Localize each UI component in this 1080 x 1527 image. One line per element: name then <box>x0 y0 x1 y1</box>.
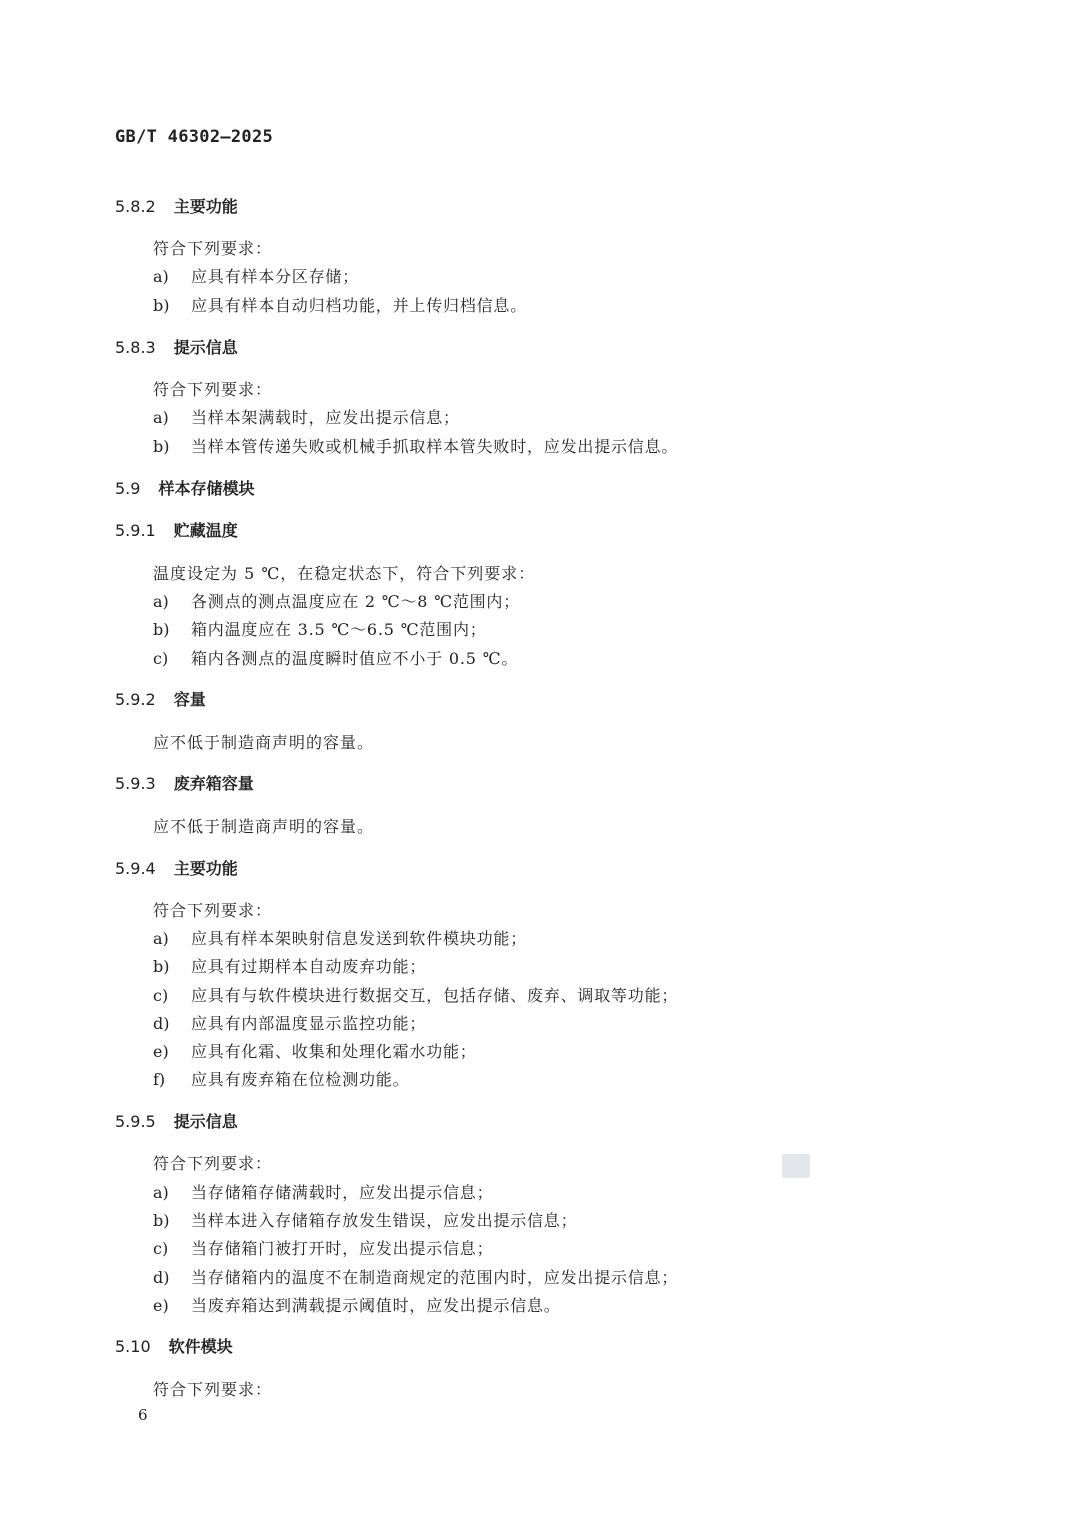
list-item-text: 当存储箱内的温度不在制造商规定的范围内时，应发出提示信息； <box>191 1268 679 1287</box>
section-intro: 应不低于制造商声明的容量。 <box>153 817 375 836</box>
list-item-marker: e) <box>153 1296 169 1315</box>
section-heading <box>115 856 238 879</box>
section-heading <box>115 194 238 217</box>
list-item-text: 当废弃箱达到满载提示阈值时，应发出提示信息。 <box>191 1296 561 1315</box>
section-number: 5.9.3 <box>115 774 156 793</box>
list-item <box>153 293 527 316</box>
section-number: 5.8.2 <box>115 197 156 216</box>
list-item <box>153 1067 409 1090</box>
section-intro: 温度设定为 5 ℃，在稳定状态下，符合下列要求： <box>153 564 536 583</box>
list-item-text: 箱内温度应在 3.5 ℃～6.5 ℃范围内； <box>191 620 487 639</box>
list-item-marker: d) <box>153 1014 170 1033</box>
section-intro: 符合下列要求： <box>153 239 273 258</box>
section-heading <box>115 771 254 794</box>
section-intro: 符合下列要求： <box>153 1154 273 1173</box>
list-item-text: 当存储箱门被打开时，应发出提示信息； <box>191 1239 494 1258</box>
list-item <box>153 434 678 457</box>
list-item-text: 应具有内部温度显示监控功能； <box>191 1014 427 1033</box>
section-title: 软件模块 <box>168 1337 233 1356</box>
list-item-text: 当样本管传递失败或机械手抓取样本管失败时，应发出提示信息。 <box>191 437 679 456</box>
standard-number: GB/T 46302—2025 <box>115 127 274 147</box>
section-number: 5.9 <box>115 479 141 498</box>
list-item <box>153 1293 561 1316</box>
list-item <box>153 589 520 612</box>
list-item-text: 各测点的测点温度应在 2 ℃～8 ℃范围内； <box>191 592 521 611</box>
list-item <box>153 1011 426 1034</box>
section-title: 样本存储模块 <box>158 479 255 498</box>
section-number: 5.9.2 <box>115 690 156 709</box>
list-item-text: 应具有与软件模块进行数据交互，包括存储、废弃、调取等功能； <box>191 986 679 1005</box>
section-title: 提示信息 <box>173 338 238 357</box>
section-number: 5.8.3 <box>115 338 156 357</box>
list-item-marker: b) <box>153 1211 170 1230</box>
list-item-marker: c) <box>153 1239 169 1258</box>
list-item-marker: c) <box>153 649 169 668</box>
list-item <box>153 264 359 287</box>
list-item <box>153 646 518 669</box>
section-heading <box>115 476 254 499</box>
list-item-text: 当样本架满载时，应发出提示信息； <box>191 408 460 427</box>
section-heading <box>115 518 238 541</box>
list-item-marker: a) <box>153 1183 169 1202</box>
list-item-marker: b) <box>153 620 170 639</box>
section-intro: 符合下列要求： <box>153 901 273 920</box>
list-item-marker: a) <box>153 408 169 427</box>
section-intro: 符合下列要求： <box>153 1380 273 1399</box>
list-item <box>153 1039 477 1062</box>
list-item-text: 应具有化霜、收集和处理化霜水功能； <box>191 1042 477 1061</box>
list-item <box>153 983 678 1006</box>
section-heading <box>115 335 238 358</box>
list-item-marker: a) <box>153 592 169 611</box>
list-item <box>153 1208 577 1231</box>
section-number: 5.10 <box>115 1337 151 1356</box>
section-title: 主要功能 <box>173 859 238 878</box>
section-title: 容量 <box>173 690 206 709</box>
section-number: 5.9.4 <box>115 859 156 878</box>
list-item <box>153 1180 493 1203</box>
list-item-marker: a) <box>153 267 169 286</box>
section-number: 5.9.5 <box>115 1112 156 1131</box>
section-title: 提示信息 <box>173 1112 238 1131</box>
section-title: 贮藏温度 <box>173 521 238 540</box>
list-item-marker: b) <box>153 296 170 315</box>
section-heading <box>115 687 206 710</box>
list-item <box>153 954 426 977</box>
list-item-text: 箱内各测点的温度瞬时值应不小于 0.5 ℃。 <box>191 649 519 668</box>
list-item-marker: b) <box>153 957 170 976</box>
list-item-text: 当存储箱存储满载时，应发出提示信息； <box>191 1183 494 1202</box>
list-item-text: 应具有样本架映射信息发送到软件模块功能； <box>191 929 528 948</box>
list-item-text: 应具有样本分区存储； <box>191 267 360 286</box>
list-item <box>153 1265 678 1288</box>
list-item-marker: c) <box>153 986 169 1005</box>
watermark-logo <box>782 1154 810 1178</box>
section-heading <box>115 1109 238 1132</box>
list-item <box>153 405 460 428</box>
list-item <box>153 926 527 949</box>
section-title: 主要功能 <box>173 197 238 216</box>
section-intro: 应不低于制造商声明的容量。 <box>153 733 375 752</box>
page-number: 6 <box>138 1406 148 1424</box>
list-item-marker: d) <box>153 1268 170 1287</box>
list-item <box>153 1236 493 1259</box>
list-item-text: 应具有废弃箱在位检测功能。 <box>191 1070 410 1089</box>
list-item-marker: e) <box>153 1042 169 1061</box>
section-number: 5.9.1 <box>115 521 156 540</box>
list-item-text: 当样本进入存储箱存放发生错误，应发出提示信息； <box>191 1211 578 1230</box>
section-intro: 符合下列要求： <box>153 380 273 399</box>
list-item-marker: a) <box>153 929 169 948</box>
list-item-text: 应具有过期样本自动废弃功能； <box>191 957 427 976</box>
list-item <box>153 617 487 640</box>
list-item-marker: f) <box>153 1070 166 1089</box>
list-item-marker: b) <box>153 437 170 456</box>
section-heading <box>115 1334 233 1357</box>
list-item-text: 应具有样本自动归档功能，并上传归档信息。 <box>191 296 528 315</box>
section-title: 废弃箱容量 <box>173 774 254 793</box>
